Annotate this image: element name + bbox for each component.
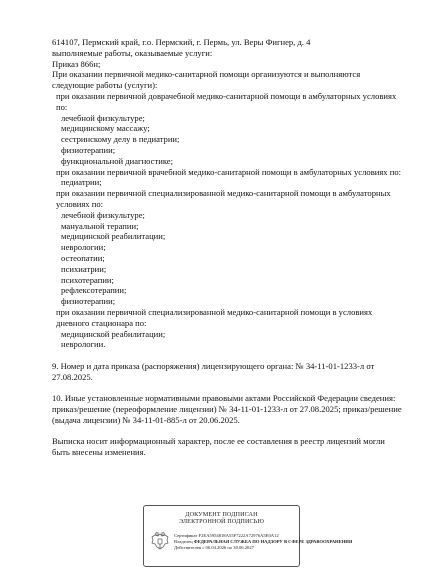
validity-row — [174, 545, 298, 551]
document-line: лечебной физкультуре; — [61, 209, 145, 220]
document-line: неврологии; — [61, 242, 106, 253]
document-line: 614107, Пермский край, г.о. Пермский, г. Пермь, ул. Веры Фигнер, д. 4 — [52, 37, 311, 47]
document-line: при оказании первичной врачебной медико-санитарной помощи в амбулаторных условиях по: — [56, 166, 402, 177]
document-line: психиатрии; — [61, 263, 107, 274]
document-line: мануальной терапии; — [61, 220, 139, 231]
document-line: при оказании первичной специализированной медико-санитарной помощи в условиях дневного стационара по: — [56, 306, 373, 328]
validity-label: Действителен — [174, 545, 202, 551]
document-line: педиатрии; — [61, 177, 102, 188]
document-line: рефлексотерапии; — [61, 285, 127, 296]
document-line: выполняемые работы, оказываемые услуги: — [52, 47, 213, 58]
owner-value: ФЕДЕРАЛЬНАЯ СЛУЖБА ПО НАДЗОРУ В СФЕРЕ ЗДРАВООХРАНЕНИЯ — [193, 539, 353, 545]
document-line: Приказ 866н; — [52, 58, 101, 69]
document-line: 9. Номер и дата приказа (распоряжения) лицензирующего органа: № 34-11-01-1233-л от 27.08.2025. — [52, 360, 375, 382]
validity-value: с 06.04.2026 по 30.06.2027 — [202, 545, 254, 551]
blank-line — [52, 383, 404, 394]
document-line: медицинскому массажу; — [61, 123, 150, 134]
stamp-details — [174, 533, 353, 552]
document-line: при оказании первичной специализированной медико-санитарной помощи в амбулаторных условиях по: — [56, 188, 391, 209]
document-line: Выписка носит информационный характер, после ее составления в реестр лицензий могли быть внесены изменения. — [52, 436, 385, 458]
owner-label: Владелец — [174, 539, 193, 545]
document-line: остеопатии; — [61, 252, 105, 263]
document-line: при оказании первичной доврачебной медико-санитарной помощи в амбулаторных условиях по: — [56, 90, 397, 112]
license-extract-text — [52, 37, 404, 458]
stamp-title — [144, 511, 299, 526]
document-line: 10. Иные установленные нормативными правовыми актами Российской Федерации сведения: приказ/решение (переоформление лицензии) № 34-11-01-1233-л от 27.08.2025; приказ/решение (выдача лицензии) № 34-11-01-885-л от 20.06.2025. — [52, 393, 402, 425]
stamp-title-line-2: ЭЛЕКТРОННОЙ ПОДПИСЬЮ — [179, 518, 264, 526]
document-line: При оказании первичной медико-санитарной помощи организуются и выполняются следующие работы (услуги): — [52, 69, 361, 91]
blank-line — [52, 350, 404, 361]
document-line: медицинской реабилитации; — [61, 328, 166, 339]
document-line: медицинской реабилитации; — [61, 231, 166, 242]
document-line: сестринскому делу в педиатрии; — [61, 134, 180, 145]
stamp-title-line-1: ДОКУМЕНТ ПОДПИСАН — [185, 511, 258, 518]
document-line: неврологии. — [61, 339, 106, 350]
document-line: функциональной диагностике; — [61, 155, 174, 166]
certificate-value: F2EA5954818A55F7222A72976A5E0A12 — [198, 533, 279, 538]
document-line: физиотерапии; — [61, 144, 116, 155]
document-line: физиотерапии; — [61, 296, 116, 307]
certificate-label: Сертификат — [174, 533, 198, 538]
blank-line — [52, 426, 404, 437]
electronic-signature-stamp — [143, 505, 353, 567]
document-line: лечебной физкультуре; — [61, 112, 145, 123]
coat-of-arms-icon — [149, 530, 171, 552]
document-line: психотерапии; — [61, 274, 114, 285]
